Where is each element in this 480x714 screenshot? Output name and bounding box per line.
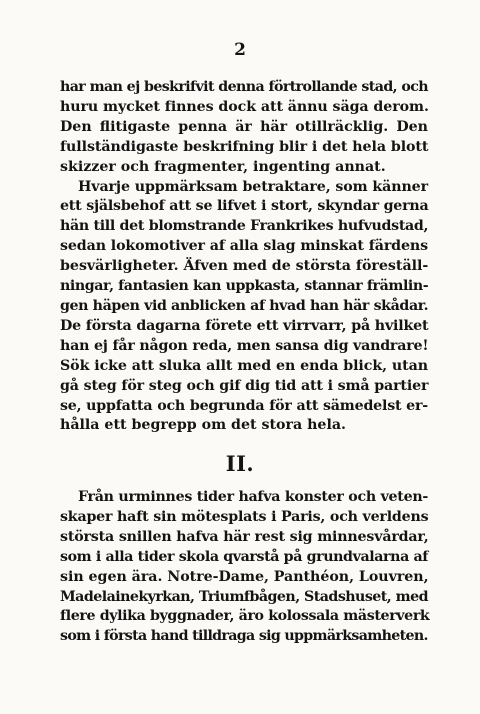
text-line: han ej får någon reda, men sansa dig vandrare! bbox=[60, 337, 429, 354]
text-line: gen häpen vid anblicken af hvad han här skådar. bbox=[60, 297, 429, 314]
text-line: ningar, fantasien kan uppkasta, stannar främlin- bbox=[60, 278, 429, 295]
text-line: skaper haft sin mötesplats i Paris, och verldens bbox=[60, 508, 429, 525]
text-line: Hvarje uppmärksam betraktare, som känner bbox=[78, 178, 428, 195]
text-block-top bbox=[60, 78, 428, 436]
text-line: gå steg för steg och gif dig tid att i små partier bbox=[60, 377, 429, 394]
text-line: Den flitigaste penna är här otillräcklig. Den bbox=[60, 118, 428, 135]
text-line: största snillen hafva här rest sig minnesvårdar, bbox=[60, 528, 429, 545]
text-line: huru mycket finnes dock att ännu säga derom. bbox=[60, 98, 429, 115]
text-line: har man ej beskrifvit denna förtrollande stad, och bbox=[60, 79, 428, 95]
text-line: hän till det blomstrande Frankrikes hufvudstad, bbox=[60, 218, 429, 235]
page-number: 2 bbox=[234, 40, 246, 60]
text-line: se, uppfatta och begrunda för att sämedelst er- bbox=[60, 397, 428, 414]
text-line: som i alla tider skola qvarstå på grundvalarna af bbox=[60, 548, 428, 565]
text-block-bottom bbox=[60, 488, 428, 647]
section-heading: II. bbox=[225, 451, 255, 476]
text-line: fullständigaste beskrifning blir i det hela blott bbox=[60, 138, 429, 155]
text-line: som i första hand tilldraga sig uppmärksamheten. bbox=[60, 628, 428, 645]
text-line: sin egen ära. Notre-Dame, Panthéon, Louvren, bbox=[60, 568, 429, 585]
text-line: skizzer och fragmenter, ingenting annat. bbox=[60, 158, 386, 175]
text-line: Madelainekyrkan, Triumfbågen, Stadshuset, med bbox=[60, 588, 428, 605]
text-line: De första dagarna förete ett virrvarr, på hvilket bbox=[60, 317, 429, 334]
text-line: besvärligheter. Äfven med de största föreställ- bbox=[60, 258, 429, 275]
text-line: Från urminnes tider hafva konster och veten- bbox=[78, 489, 428, 505]
text-line: hålla ett begrepp om det stora hela. bbox=[60, 417, 346, 434]
text-line: sedan lokomotiver af alla slag minskat färdens bbox=[60, 238, 428, 255]
text-line: ett själsbehof att se lifvet i stort, skyndar gerna bbox=[60, 198, 429, 215]
text-line: Sök icke att sluka allt med en enda blick, utan bbox=[60, 357, 428, 374]
text-line: flere dylika byggnader, äro kolossala mästerverk bbox=[60, 608, 430, 625]
